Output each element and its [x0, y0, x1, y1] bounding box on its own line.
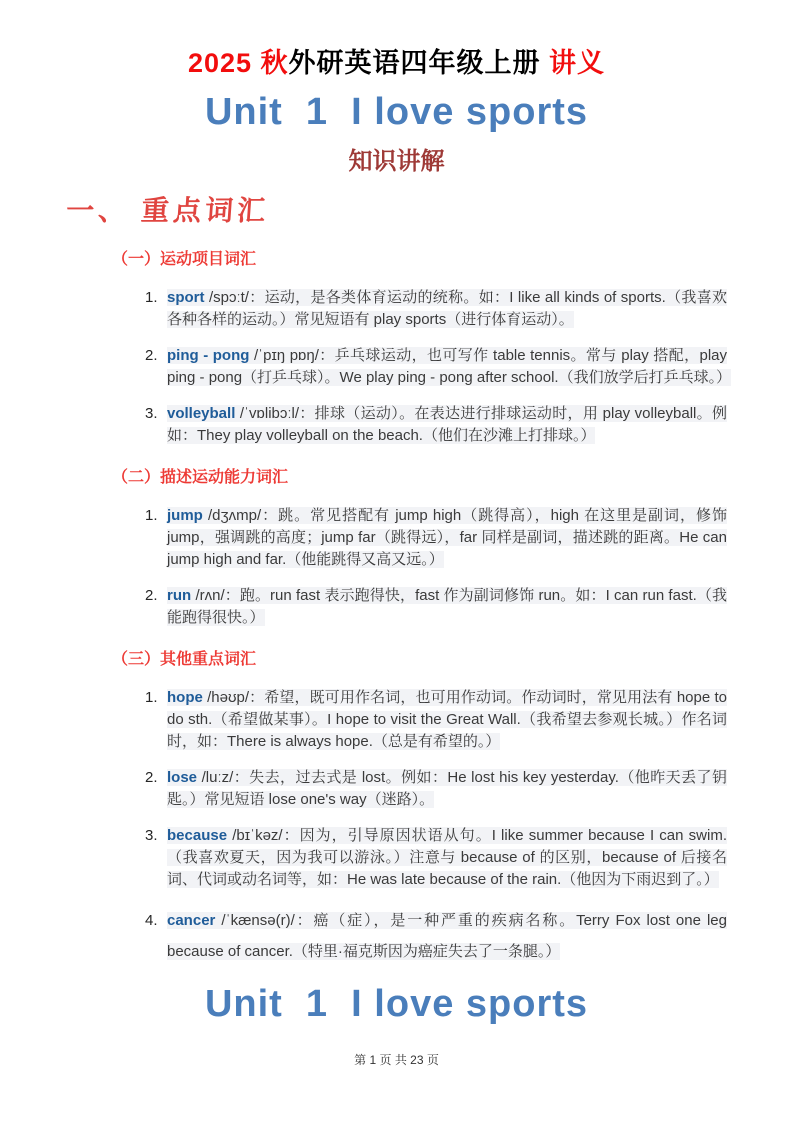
item-number: 3. [145, 405, 158, 422]
vocab-item-because [145, 825, 727, 891]
keyword-sport: sport [167, 289, 205, 306]
keyword-cancer: cancer [167, 912, 216, 929]
item-number: 2. [145, 347, 158, 364]
vocab-item-run [145, 585, 727, 629]
vocab-item-ping-pong [145, 345, 732, 389]
page-number-footer: 第 1 页 共 23 页 [354, 1053, 439, 1067]
item-text [167, 687, 727, 753]
item-body: /bɪˈkəz/：因为，引导原因状语从句。I like summer because I can swim.（我喜欢夏天，因为我可以游泳。）注意与 because of 的区别，because of 后接名词、代词或动名词等，如：He was late because of the rain.（他因为下雨迟到了。） [167, 827, 727, 888]
keyword-hope: hope [167, 689, 203, 706]
item-number: 2. [145, 769, 158, 786]
item-text [167, 345, 732, 389]
unit-title-bottom: Unit 1 I love sports [204, 983, 589, 1025]
section-heading-key-vocab: 一、 重点词汇 [64, 196, 271, 227]
item-text [167, 767, 727, 811]
item-text [167, 287, 727, 331]
vocab-item-cancer [145, 905, 727, 967]
item-number: 1. [145, 507, 158, 524]
item-number: 1. [145, 689, 158, 706]
keyword-volleyball: volleyball [167, 405, 236, 422]
keyword-ping-pong: ping - pong [167, 347, 250, 364]
subsection-heading-other-vocab: （三）其他重点词汇 [112, 651, 257, 668]
item-text [167, 905, 727, 967]
subsection-heading-sports-vocab: （一）运动项目词汇 [112, 251, 257, 268]
item-body: /luːz/：失去，过去式是 lost。例如：He lost his key yesterday.（他昨天丢了钥匙。）常见短语 lose one's way（迷路）。 [167, 769, 727, 808]
item-text [167, 505, 727, 571]
doc-title-year: 2025 秋 [187, 48, 289, 78]
subsection-heading-ability-vocab: （二）描述运动能力词汇 [112, 469, 289, 486]
vocab-item-volleyball [145, 403, 727, 447]
unit-title: Unit 1 I love sports [204, 91, 589, 133]
keyword-because: because [167, 827, 228, 844]
item-number: 4. [145, 912, 158, 929]
item-body: /rʌn/：跑。run fast 表示跑得快，fast 作为副词修饰 run。如：I can run fast.（我能跑得很快。） [167, 587, 727, 626]
item-body: /ˈpɪŋ pɒŋ/：乒乓球运动，也可写作 table tennis。常与 play 搭配，play ping - pong（打乒乓球）。We play ping - pong after school.（我们放学后打乒乓球。） [167, 347, 732, 386]
item-number: 2. [145, 587, 158, 604]
vocab-item-jump [145, 505, 727, 571]
item-body: /həʊp/：希望，既可用作名词，也可用作动词。作动词时，常见用法有 hope to do sth.（希望做某事）。I hope to visit the Great Wall.（我希望去参观长城。）作名词时，如：There is always hope.（总是有希望的。） [167, 689, 727, 750]
vocab-item-sport [145, 287, 727, 331]
keyword-lose: lose [167, 769, 198, 786]
knowledge-subtitle: 知识讲解 [348, 149, 445, 175]
item-body: /ˈkænsə(r)/：癌（症），是一种严重的疾病名称。Terry Fox lost one leg because of cancer.（特里·福克斯因为癌症失去了一条腿。） [167, 912, 727, 960]
doc-title-main: 外研英语四年级上册 [288, 48, 541, 78]
item-number: 3. [145, 827, 158, 844]
item-number: 1. [145, 289, 158, 306]
doc-title [0, 46, 793, 80]
vocab-item-lose [145, 767, 727, 811]
item-text [167, 403, 727, 447]
item-body: /spɔːt/：运动，是各类体育运动的统称。如：I like all kinds of sports.（我喜欢各种各样的运动。）常见短语有 play sports（进行体育运动）。 [167, 289, 727, 328]
vocab-item-hope [145, 687, 727, 753]
item-text [167, 585, 727, 629]
item-body: /dʒʌmp/：跳。常见搭配有 jump high（跳得高），high 在这里是副词，修饰 jump，强调跳的高度；jump far（跳得远），far 同样是副词，描述跳的距离。He can jump high and far.（他能跳得又高又远。） [167, 507, 727, 568]
item-text [167, 825, 727, 891]
keyword-run: run [167, 587, 192, 604]
item-body: /ˈvɒlibɔːl/：排球（运动）。在表达进行排球运动时，用 play volleyball。例如：They play volleyball on the beach.（他们在沙滩上打排球。） [167, 405, 727, 444]
keyword-jump: jump [167, 507, 203, 524]
doc-title-suffix: 讲义 [540, 48, 606, 78]
